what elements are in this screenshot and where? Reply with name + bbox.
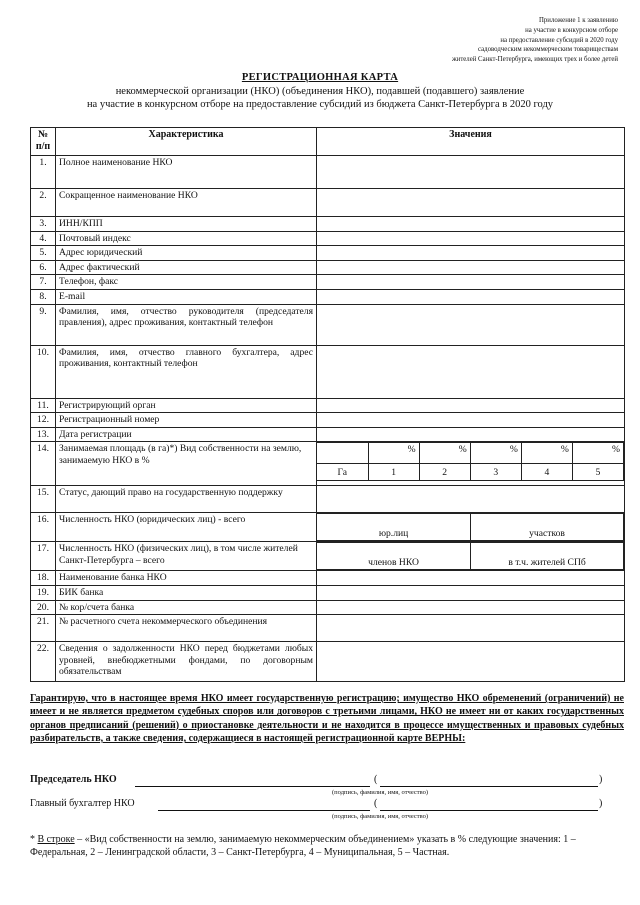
row-label: Фамилия, имя, отчество главного бухгалтера, адрес проживания, контактный телефон xyxy=(56,345,317,398)
row-number: 9. xyxy=(31,304,56,345)
document-title: РЕГИСТРАЦИОННАЯ КАРТА xyxy=(241,72,399,83)
accountant-label: Главный бухгалтер НКО xyxy=(30,798,135,809)
table-row xyxy=(31,542,625,571)
row-number: 6. xyxy=(31,260,56,275)
plots-unit: участков xyxy=(529,527,565,539)
row-number: 3. xyxy=(31,217,56,232)
table-row xyxy=(31,156,625,189)
appendix-line: на участие в конкурсном отборе xyxy=(525,26,618,34)
ownership-type: 3 xyxy=(470,464,521,481)
chair-signature-line[interactable] xyxy=(135,776,370,787)
value-cell[interactable] xyxy=(317,615,625,642)
legal-entities-value[interactable] xyxy=(317,514,471,541)
legal-entities-grid xyxy=(317,513,624,541)
value-cell[interactable] xyxy=(317,156,625,189)
table-row xyxy=(31,304,625,345)
ownership-type: 1 xyxy=(368,464,419,481)
appendix-line: жителей Санкт-Петербурга, имеющих трех и более детей xyxy=(451,56,618,64)
footnote xyxy=(30,833,620,859)
table-row xyxy=(31,217,625,232)
value-cell[interactable] xyxy=(317,413,625,428)
row-number: 17. xyxy=(31,542,56,571)
row-label: Численность НКО (физических лиц), в том числе жителей Санкт-Петербурга – всего xyxy=(56,542,317,571)
footnote-row-ref: В строке xyxy=(37,834,75,845)
members-grid xyxy=(317,542,624,570)
ownership-type: 5 xyxy=(572,464,623,481)
row-label: Адрес фактический xyxy=(56,260,317,275)
table-row xyxy=(31,615,625,642)
percent-sign[interactable]: % xyxy=(572,443,623,464)
value-cell[interactable] xyxy=(317,600,625,615)
header-number: № п/п xyxy=(31,128,56,156)
row-label: Численность НКО (юридических лиц) - всего xyxy=(56,513,317,542)
members-value[interactable] xyxy=(317,543,471,570)
close-paren: ) xyxy=(599,798,603,809)
percent-sign[interactable]: % xyxy=(419,443,470,464)
value-cell[interactable] xyxy=(317,275,625,290)
value-cell[interactable] xyxy=(317,231,625,246)
table-row xyxy=(31,427,625,442)
row-label: Статус, дающий право на государственную поддержку xyxy=(56,486,317,513)
table-row xyxy=(31,345,625,398)
row-number: 4. xyxy=(31,231,56,246)
land-ownership-cell xyxy=(317,442,625,486)
open-paren: ( xyxy=(374,774,378,785)
row-number: 16. xyxy=(31,513,56,542)
row-number: 20. xyxy=(31,600,56,615)
accountant-name-line[interactable] xyxy=(380,800,598,811)
value-cell[interactable] xyxy=(317,289,625,304)
table-row xyxy=(31,486,625,513)
row-number: 7. xyxy=(31,275,56,290)
open-paren: ( xyxy=(374,798,378,809)
members-cell xyxy=(317,542,625,571)
chair-name-line[interactable] xyxy=(380,776,598,787)
percent-sign[interactable]: % xyxy=(521,443,572,464)
row-label: Полное наименование НКО xyxy=(56,156,317,189)
accountant-signature-line[interactable] xyxy=(158,800,370,811)
value-cell[interactable] xyxy=(317,217,625,232)
row-number: 18. xyxy=(31,571,56,586)
percent-sign[interactable]: % xyxy=(368,443,419,464)
spb-residents-value[interactable] xyxy=(471,543,624,570)
chair-label: Председатель НКО xyxy=(30,774,117,785)
signature-hint: (подпись, фамилия, имя, отчество) xyxy=(332,813,429,820)
appendix-line: на предоставление субсидий в 2020 году xyxy=(500,36,618,44)
registration-table xyxy=(30,127,625,682)
row-number: 21. xyxy=(31,615,56,642)
ownership-type: 4 xyxy=(521,464,572,481)
table-header-row xyxy=(31,128,625,156)
table-row xyxy=(31,642,625,682)
row-label: Регистрационный номер xyxy=(56,413,317,428)
appendix-note xyxy=(388,16,618,65)
land-ownership-grid xyxy=(317,442,624,481)
value-cell[interactable] xyxy=(317,571,625,586)
header-characteristic: Характеристика xyxy=(56,128,317,156)
row-label: Телефон, факс xyxy=(56,275,317,290)
value-cell[interactable] xyxy=(317,189,625,217)
plots-value[interactable] xyxy=(471,514,624,541)
row-label: Фамилия, имя, отчество руководителя (председателя правления), адрес проживания, контактный телефон xyxy=(56,304,317,345)
subtitle-line: некоммерческой организации (НКО) (объединения НКО), подавшей (подавшего) заявление xyxy=(115,86,525,97)
value-cell[interactable] xyxy=(317,260,625,275)
table-row xyxy=(31,442,625,486)
table-row xyxy=(31,275,625,290)
area-value[interactable] xyxy=(317,443,368,464)
table-row xyxy=(31,260,625,275)
value-cell[interactable] xyxy=(317,246,625,261)
table-row xyxy=(31,600,625,615)
row-number: 1. xyxy=(31,156,56,189)
footnote-star: * xyxy=(30,834,38,845)
table-row xyxy=(31,289,625,304)
spb-residents-unit: в т.ч. жителей СПб xyxy=(508,556,586,568)
row-label: E-mail xyxy=(56,289,317,304)
guarantee-statement: Гарантирую, что в настоящее время НКО имеет государственную регистрацию; имущество НКО обременений (ограничений) не имеет и не является предметом судебных споров или договоров с третьими лицами, НКО не имеет ни от каких государственных органов предписаний (решений) о приостановке деятельности и не находится в процессе имущественных и правовых судебных разбирательств, а также сведения, содержащиеся в настоящей регистрационной карте ВЕРНЫ: xyxy=(30,693,624,744)
row-number: 19. xyxy=(31,585,56,600)
row-number: 2. xyxy=(31,189,56,217)
signature-hint: (подпись, фамилия, имя, отчество) xyxy=(332,789,429,796)
row-number: 22. xyxy=(31,642,56,682)
value-cell[interactable] xyxy=(317,642,625,682)
appendix-line: Приложение 1 к заявлению xyxy=(539,17,618,24)
table-row xyxy=(31,585,625,600)
row-label: Почтовый индекс xyxy=(56,231,317,246)
value-cell[interactable] xyxy=(317,304,625,345)
row-label: Адрес юридический xyxy=(56,246,317,261)
subtitle-line: на участие в конкурсном отборе на предоставление субсидий из бюджета Санкт-Петербурга в 2020 году xyxy=(86,98,554,110)
table-row xyxy=(31,398,625,413)
close-paren: ) xyxy=(599,774,603,785)
row-number: 10. xyxy=(31,345,56,398)
row-label: № кор/счета банка xyxy=(56,600,317,615)
row-label: Дата регистрации xyxy=(56,427,317,442)
header-values: Значения xyxy=(317,128,625,156)
row-label: БИК банка xyxy=(56,585,317,600)
chair-signature xyxy=(30,774,610,800)
row-label: Наименование банка НКО xyxy=(56,571,317,586)
row-number: 12. xyxy=(31,413,56,428)
row-label: Сведения о задолженности НКО перед бюджетами любых уровней, внебюджетными фондами, по договорным обязательствам xyxy=(56,642,317,682)
members-unit: членов НКО xyxy=(368,556,419,568)
row-label: № расчетного счета некоммерческого объединения xyxy=(56,615,317,642)
row-label: Регистрирующий орган xyxy=(56,398,317,413)
row-label: Сокращенное наименование НКО xyxy=(56,189,317,217)
table-row xyxy=(31,513,625,542)
table-row xyxy=(31,571,625,586)
value-cell[interactable] xyxy=(317,398,625,413)
appendix-line: садоводческим некоммерческим товариществам xyxy=(478,46,618,54)
value-cell[interactable] xyxy=(317,585,625,600)
footnote-text: – «Вид собственности на землю, занимаемую некоммерческим объединением» указать в % следующие значения: 1 – Федеральная, 2 – Ленинградской области, 3 – Санкт-Петербурга, 4 – Муниципальная, 5 – Частная. xyxy=(30,834,576,858)
percent-sign[interactable]: % xyxy=(470,443,521,464)
row-label: Занимаемая площадь (в га)*) Вид собственности на землю, занимаемую НКО в % xyxy=(56,442,317,486)
hectare-label: Га xyxy=(317,464,368,481)
value-cell[interactable] xyxy=(317,345,625,398)
table-row xyxy=(31,413,625,428)
table-row xyxy=(31,231,625,246)
legal-entities-cell xyxy=(317,513,625,542)
row-label: ИНН/КПП xyxy=(56,217,317,232)
row-number: 11. xyxy=(31,398,56,413)
ownership-type: 2 xyxy=(419,464,470,481)
document-subtitle xyxy=(40,86,600,111)
row-number: 15. xyxy=(31,486,56,513)
value-cell[interactable] xyxy=(317,486,625,513)
row-number: 14. xyxy=(31,442,56,486)
value-cell[interactable] xyxy=(317,427,625,442)
table-row xyxy=(31,246,625,261)
row-number: 5. xyxy=(31,246,56,261)
row-number: 8. xyxy=(31,289,56,304)
accountant-signature xyxy=(30,798,610,824)
row-number: 13. xyxy=(31,427,56,442)
table-row xyxy=(31,189,625,217)
legal-entities-unit: юр.лиц xyxy=(378,527,409,539)
